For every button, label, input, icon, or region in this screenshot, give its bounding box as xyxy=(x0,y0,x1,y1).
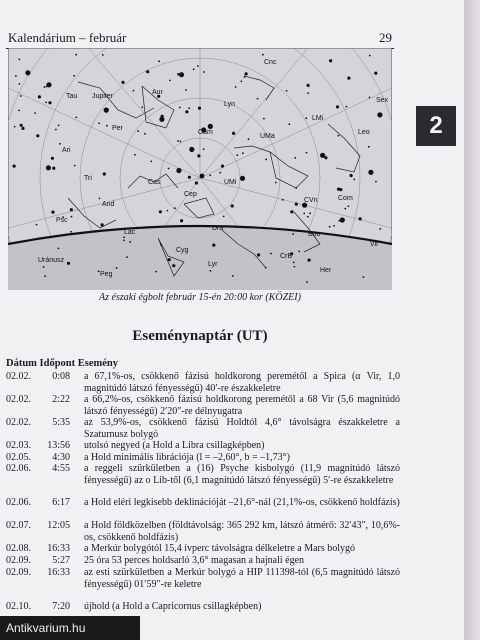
star xyxy=(36,134,39,137)
star xyxy=(231,204,234,207)
star xyxy=(150,161,152,163)
star xyxy=(159,210,162,213)
event-description: a Hold eléri legkisebb deklinációját –21,6°-nál (21,1%-os, csökkenő holdfázis) xyxy=(84,497,400,508)
star xyxy=(67,262,70,265)
star xyxy=(242,152,244,154)
star xyxy=(248,138,250,140)
star xyxy=(46,165,51,170)
event-date: 02.10. xyxy=(6,601,31,612)
star xyxy=(45,102,47,104)
star xyxy=(240,176,245,181)
star xyxy=(257,253,260,256)
star xyxy=(177,140,179,142)
star xyxy=(73,75,75,77)
event-description: a 67,1%-os, csökkenő fázisú holdkorong peremétől a Spica (α Vir, 1,0 magnitúdó látszó fényességű) 40′-re északkeletre xyxy=(84,371,400,394)
constellation-label: CVn xyxy=(304,197,318,204)
star xyxy=(307,84,310,87)
event-description: a Merkúr bolygótól 15,4 ívperc távolságra délkeletre a Mars bolygó xyxy=(84,543,356,554)
star xyxy=(161,115,164,118)
star xyxy=(265,267,267,269)
star xyxy=(308,259,311,262)
star xyxy=(337,188,340,191)
star xyxy=(307,216,309,218)
star xyxy=(51,157,54,160)
star xyxy=(123,239,125,241)
star xyxy=(168,168,170,170)
event-time: 5:35 xyxy=(52,417,70,428)
star xyxy=(121,81,124,84)
star xyxy=(34,112,36,114)
header-title: Kalendárium – február xyxy=(8,30,127,45)
star xyxy=(101,223,104,226)
event-description: a Hold földközelben (földtávolság: 365 292 km, látszó átmérő: 32′43″, 10,6%-os, csökkenő holdfázis) xyxy=(84,520,400,543)
star xyxy=(185,89,187,91)
star xyxy=(293,262,295,264)
star xyxy=(20,95,22,97)
star xyxy=(20,124,23,127)
constellation-label: And xyxy=(102,201,115,208)
star xyxy=(155,271,157,273)
star xyxy=(221,165,224,168)
event-date: 02.02. xyxy=(6,417,31,428)
event-date: 02.09. xyxy=(6,555,31,566)
constellation-label: Aur xyxy=(152,89,163,96)
constellation-label: Cnc xyxy=(264,59,277,66)
star xyxy=(167,210,169,212)
event-time: 4:55 xyxy=(52,463,70,474)
constellation-label: Tau xyxy=(66,93,78,100)
constellation-label: Ari xyxy=(62,147,71,154)
constellation-label: Vir xyxy=(370,241,379,248)
star xyxy=(292,233,294,235)
constellation-label: Uránusz xyxy=(38,257,65,264)
constellation-label: Cyg xyxy=(176,247,189,254)
event-time: 4:30 xyxy=(52,452,70,463)
star xyxy=(348,205,350,207)
constellation-label: Dra xyxy=(212,225,224,232)
constellation-label: Psc xyxy=(56,217,68,224)
star xyxy=(70,231,72,233)
constellation-label: Jupiter xyxy=(92,93,114,100)
running-header xyxy=(6,28,394,49)
star xyxy=(197,154,200,157)
event-time: 5:27 xyxy=(52,555,70,566)
star xyxy=(282,199,284,201)
constellation-label: Cep xyxy=(184,191,197,198)
event-date: 02.07. xyxy=(6,520,31,531)
star xyxy=(102,54,104,56)
table-header: Dátum Időpont Esemény xyxy=(6,358,119,369)
star xyxy=(359,217,362,220)
star xyxy=(286,90,288,92)
constellation-label: LMi xyxy=(312,115,324,122)
star xyxy=(168,258,171,261)
event-time: 0:08 xyxy=(52,371,70,382)
star xyxy=(71,216,73,218)
star xyxy=(59,143,61,145)
event-time: 7:20 xyxy=(52,601,70,612)
star xyxy=(36,224,38,226)
event-date: 02.05. xyxy=(6,452,31,463)
star xyxy=(15,75,17,77)
event-description: 25 óra 53 perces holdsarló 3,6° magasan a hajnali égen xyxy=(84,555,305,566)
star xyxy=(98,122,100,124)
star xyxy=(193,68,195,70)
star xyxy=(18,110,20,112)
event-description: a 66,2%-os, csökkenő fázisú holdkorong peremétől a 68 Vir (5,6 magnitúdó látszó fényességű) 2′20″-re délnyugatra xyxy=(84,394,400,417)
event-date: 02.09. xyxy=(6,567,31,578)
star xyxy=(338,220,340,222)
star xyxy=(48,101,51,104)
event-date: 02.06. xyxy=(6,497,31,508)
constellation-label: Sex xyxy=(376,97,389,104)
constellation-label: Cam xyxy=(198,129,213,136)
star xyxy=(223,216,225,218)
star xyxy=(197,65,199,67)
star xyxy=(338,135,340,137)
star xyxy=(19,83,21,85)
star xyxy=(353,179,355,181)
star xyxy=(134,154,136,156)
star-map xyxy=(8,48,392,290)
chapter-tab: 2 xyxy=(416,106,456,146)
star xyxy=(369,55,371,57)
star xyxy=(129,241,131,243)
star xyxy=(103,172,106,175)
event-time: 16:33 xyxy=(47,543,70,554)
event-date: 02.03. xyxy=(6,440,31,451)
watermark: Antikvarium.hu xyxy=(0,616,140,640)
constellation-label: Peg xyxy=(100,271,113,278)
star xyxy=(70,208,73,211)
constellation-label: UMa xyxy=(260,133,275,140)
star xyxy=(179,72,184,77)
constellation-label: Per xyxy=(112,125,123,132)
star xyxy=(13,165,16,168)
star xyxy=(99,198,101,200)
book-spine-edge xyxy=(464,0,480,640)
star xyxy=(368,146,370,148)
star xyxy=(144,133,146,135)
star xyxy=(106,125,108,127)
star xyxy=(210,270,212,272)
star xyxy=(174,207,176,209)
event-description: utolsó negyed (a Hold a Libra csillagképben) xyxy=(84,440,265,451)
map-caption: Az északi égbolt február 15-én 20:00 kor (KÖZEI) xyxy=(99,292,301,303)
constellation-label: Com xyxy=(338,195,353,202)
star xyxy=(375,181,377,183)
star xyxy=(235,86,237,88)
star xyxy=(305,117,307,119)
star xyxy=(340,217,345,222)
star xyxy=(245,72,248,75)
star xyxy=(236,154,238,156)
star xyxy=(219,172,221,174)
event-time: 12:05 xyxy=(47,520,70,531)
event-description: újhold (a Hold a Capricornus csillagképben) xyxy=(84,601,262,612)
star xyxy=(333,225,335,227)
star xyxy=(158,60,160,62)
star xyxy=(288,123,290,125)
star xyxy=(179,107,181,109)
star xyxy=(336,105,339,108)
star xyxy=(133,90,135,92)
event-description: a reggeli szürkületben a (16) Psyche kisbolygó (11,9 magnitúdó látszó fényességű) az o Lib-től (6,1 magnitúdó látszó fényességű) 5′-re északkeletre xyxy=(84,463,400,486)
star xyxy=(188,107,190,109)
constellation-label: CrB xyxy=(280,253,293,260)
event-description: a Hold minimális librációja (l = –2,60°, b = –1,73°) xyxy=(84,452,290,463)
star xyxy=(58,248,60,250)
star xyxy=(306,281,308,283)
star xyxy=(21,127,24,130)
star xyxy=(106,108,109,111)
star xyxy=(309,212,311,214)
star xyxy=(203,71,205,73)
star xyxy=(262,54,264,56)
star xyxy=(298,251,300,253)
star xyxy=(369,97,371,99)
star xyxy=(137,130,139,132)
star xyxy=(141,106,143,108)
star xyxy=(212,244,215,247)
star xyxy=(126,256,128,258)
star xyxy=(368,170,373,175)
star xyxy=(198,107,201,110)
star xyxy=(270,253,272,255)
star xyxy=(44,86,46,88)
polaris-star xyxy=(200,174,205,179)
star xyxy=(347,77,350,80)
star xyxy=(75,117,77,119)
star xyxy=(290,210,293,213)
event-time: 2:22 xyxy=(52,394,70,405)
section-title: Eseménynaptár (UT) xyxy=(132,328,268,344)
star xyxy=(75,54,77,56)
star xyxy=(209,174,211,176)
star xyxy=(374,72,377,75)
star xyxy=(177,73,179,75)
star xyxy=(240,81,242,83)
star xyxy=(169,80,171,82)
event-time: 6:17 xyxy=(52,497,70,508)
star xyxy=(43,266,45,268)
star xyxy=(307,92,309,94)
star xyxy=(44,275,46,277)
star xyxy=(350,174,353,177)
star xyxy=(344,208,346,210)
star xyxy=(275,182,277,184)
star xyxy=(46,82,51,87)
star xyxy=(244,76,246,78)
star xyxy=(295,187,297,189)
event-date: 02.08. xyxy=(6,543,31,554)
star xyxy=(294,266,296,268)
star xyxy=(160,244,162,246)
star xyxy=(195,181,198,184)
star xyxy=(189,147,194,152)
event-date: 02.06. xyxy=(6,463,31,474)
constellation-label: Leo xyxy=(358,129,370,136)
star-map-svg xyxy=(8,48,392,290)
star xyxy=(257,98,259,100)
constellation-label: Lyn xyxy=(224,101,236,108)
star xyxy=(25,70,30,75)
star xyxy=(306,152,308,154)
star xyxy=(346,106,348,108)
page-number: 29 xyxy=(379,30,392,45)
constellation-label: Her xyxy=(320,267,332,274)
star xyxy=(265,159,267,161)
star xyxy=(185,110,188,113)
star xyxy=(180,141,182,143)
star xyxy=(52,167,55,170)
star xyxy=(232,275,234,277)
constellation-label: Tri xyxy=(84,175,92,182)
constellation-label: Lac xyxy=(124,229,136,236)
star xyxy=(329,59,332,62)
constellation-label: Boo xyxy=(308,231,321,238)
star xyxy=(18,59,20,61)
star xyxy=(176,168,181,173)
star xyxy=(14,126,16,128)
event-description: az 53,9%-os, csökkenő fázisú Holdtól 4,6° távolságra északkeletre a Szaturnusz bolygó xyxy=(84,417,400,440)
star xyxy=(51,211,54,214)
star xyxy=(329,226,331,228)
star xyxy=(123,236,125,238)
event-time: 13:56 xyxy=(47,440,70,451)
star xyxy=(58,125,60,127)
star xyxy=(172,264,175,267)
star xyxy=(180,219,183,222)
constellation-label: Lyr xyxy=(208,261,218,268)
star xyxy=(146,70,149,73)
star xyxy=(363,276,365,278)
event-date: 02.02. xyxy=(6,394,31,405)
constellation-label: UMi xyxy=(224,179,237,186)
star xyxy=(295,203,298,206)
event-description: az esti szürkületben a Merkúr bolygó a HIP 111398-tól (6,5 magnitúdó látszó fényességű) 01′59″-re keletre xyxy=(84,567,400,590)
star xyxy=(294,157,296,159)
constellation-label: Cas xyxy=(148,179,161,186)
event-time: 16:33 xyxy=(47,567,70,578)
star xyxy=(320,153,325,158)
star xyxy=(303,213,305,215)
event-date: 02.02. xyxy=(6,371,31,382)
star xyxy=(74,165,76,167)
star xyxy=(377,112,382,117)
star xyxy=(116,267,118,269)
star xyxy=(55,129,57,131)
star xyxy=(188,176,191,179)
star xyxy=(379,228,381,230)
star xyxy=(38,95,41,98)
star xyxy=(263,118,265,120)
star xyxy=(203,148,205,150)
star xyxy=(232,132,235,135)
